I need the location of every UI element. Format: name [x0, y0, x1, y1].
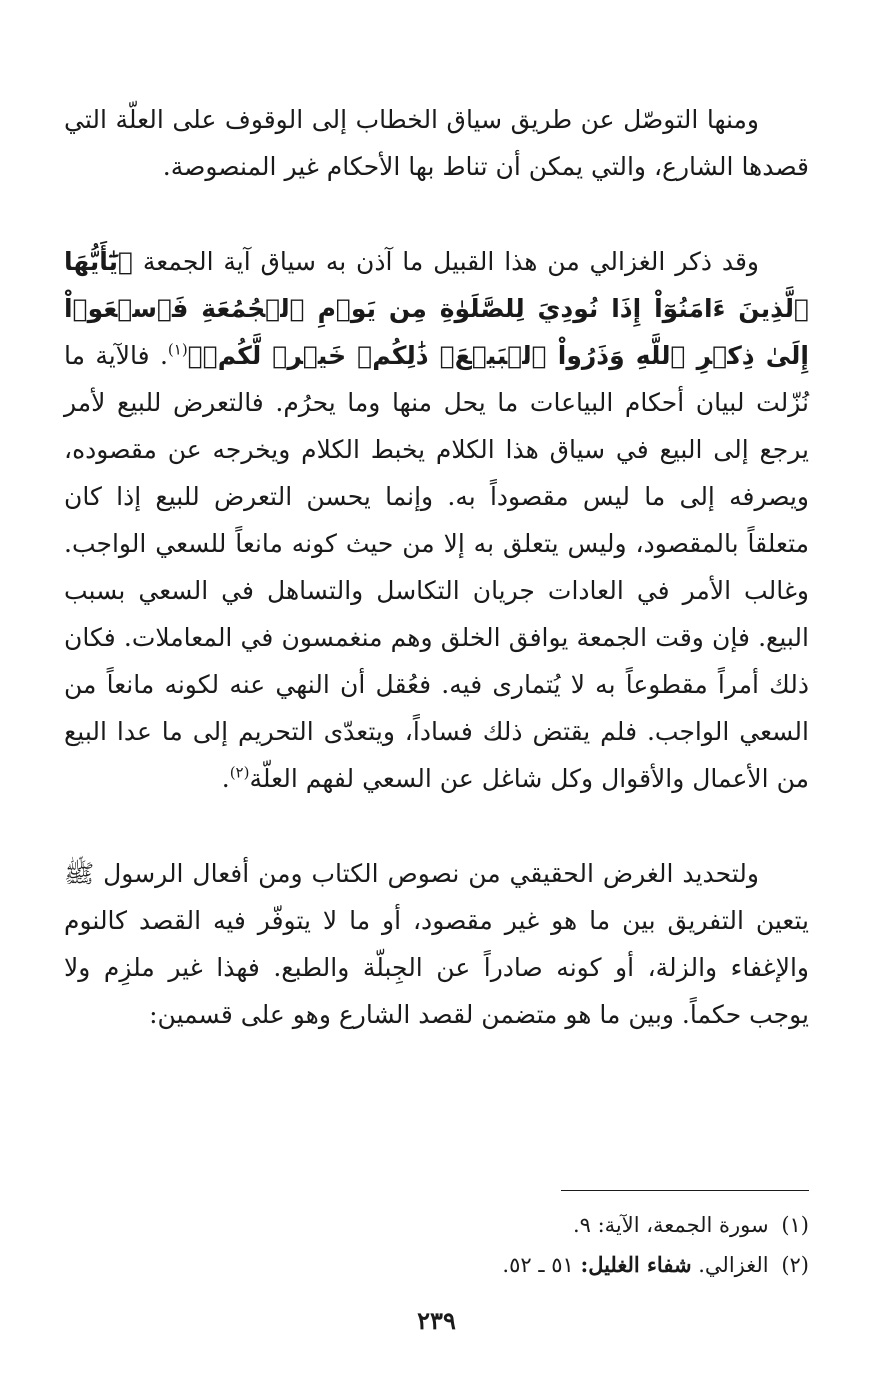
paragraph-1-text: ومنها التوصّل عن طريق سياق الخطاب إلى الوقوف على العلّة التي قصدها الشارع، والتي يمكن أن تناط بها الأحكام غير المنصوصة. [64, 105, 809, 181]
page-body [64, 96, 809, 1038]
quran-verse: ﴿يَٰٓأَيُّهَا ٱلَّذِينَ ءَامَنُوٓاْ إِذَا نُودِيَ لِلصَّلَوٰةِ مِن يَوۡمِ ٱلۡجُمُعَةِ فَٱسۡعَوۡاْ إِلَىٰ ذِكۡرِ ٱللَّهِ وَذَرُواْ ٱلۡبَيۡعَۚ ذَٰلِكُمۡ خَيۡرٞ لَّكُمۡ﴾ [64, 247, 809, 370]
footnote-2 [64, 1245, 809, 1285]
footnote-author: الغزالي. [698, 1253, 769, 1277]
paragraph-3 [64, 850, 809, 1038]
page-number: ٢٣٩ [417, 1306, 456, 1335]
footnote-text: سورة الجمعة، الآية: ٩. [572, 1213, 769, 1237]
paragraph-2-rest: . فالآية ما نُزّلت لبيان أحكام البياعات ما يحل منها وما يحرُم. فالتعرض للبيع لأمر يرجع إلى البيع في سياق هذا الكلام يخبط الكلام ويخرجه عن مقصوده، ويصرفه إلى ما ليس مقصوداً به. وإنما يحسن التعرض للبيع إذا كان متعلقاً بالمقصود، وليس يتعلق به إلا من حيث كونه مانعاً للسعي الواجب. وغالب الأمر في العادات جريان التكاسل والتساهل في السعي بسبب البيع. فإن وقت الجمعة يوافق الخلق وهم منغمسون في المعاملات. فكان ذلك أمراً مقطوعاً به لا يُتمارى فيه. فعُقل أن النهي عنه لكونه مانعاً من السعي الواجب. فلم يقتض ذلك فساداً، ويتعدّى التحريم إلى ما عدا البيع من الأعمال والأقوال وكل شاغل عن السعي لفهم العلّة [64, 341, 809, 793]
footnote-separator [561, 1190, 809, 1191]
footnote-number: (٢) [781, 1253, 809, 1277]
footnotes [64, 1205, 809, 1285]
footnote-number: (١) [781, 1213, 809, 1237]
paragraph-gap [64, 802, 809, 850]
paragraph-1 [64, 96, 809, 190]
footnote-ref-2: (٢) [229, 763, 250, 782]
footnote-1 [64, 1205, 809, 1245]
paragraph-3-text: ولتحديد الغرض الحقيقي من نصوص الكتاب ومن أفعال الرسول ﷺ يتعين التفريق بين ما هو غير مقصود، أو ما لا يتوفّر فيه القصد كالنوم والإغفاء والزلة، أو كونه صادراً عن الجِبلّة والطبع. فهذا غير ملزِم ولا يوجب حكماً. وبين ما هو متضمن لقصد الشارع وهو على قسمين: [64, 859, 809, 1029]
paragraph-gap [64, 190, 809, 238]
paragraph-2-lead: وقد ذكر الغزالي من هذا القبيل ما آذن به سياق آية الجمعة [142, 247, 759, 276]
footnote-pages: ٥١ ـ ٥٢. [502, 1253, 574, 1277]
footnote-ref-1: (١) [167, 340, 188, 359]
footnote-book-title: شفاء الغليل: [580, 1252, 692, 1277]
paragraph-2-end: . [221, 764, 230, 793]
paragraph-2 [64, 238, 809, 802]
